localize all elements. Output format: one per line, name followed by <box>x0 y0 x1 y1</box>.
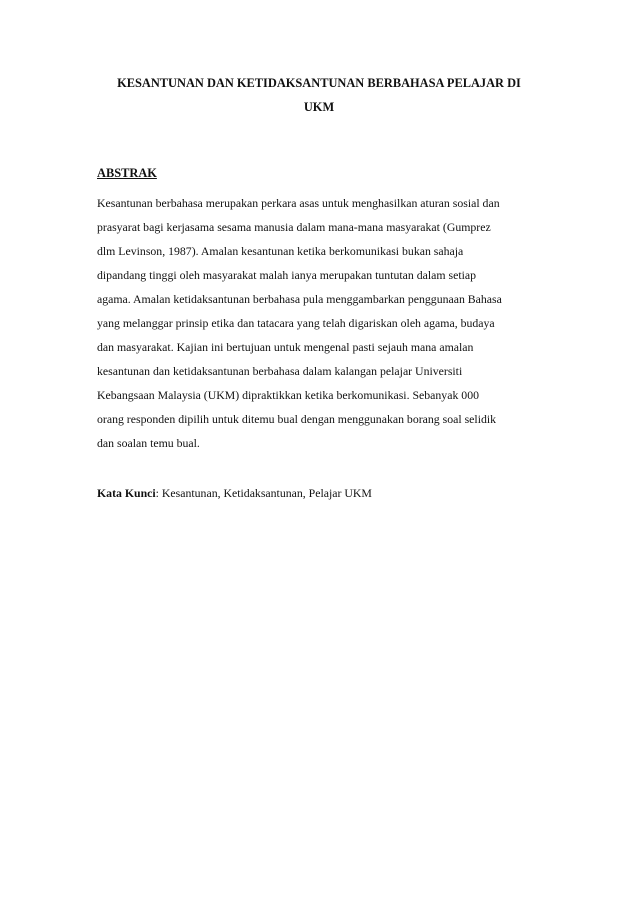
abstract-line: dlm Levinson, 1987). Amalan kesantunan ketika berkomunikasi bukan sahaja <box>97 244 464 258</box>
abstract-line: Kesantunan berbahasa merupakan perkara asas untuk menghasilkan aturan sosial dan <box>97 196 500 210</box>
abstract-line: dipandang tinggi oleh masyarakat malah ianya merupakan tuntutan dalam setiap <box>97 268 477 282</box>
keywords-line <box>97 486 372 500</box>
paper-title-line-2: UKM <box>303 100 335 114</box>
keywords-text: Kesantunan, Ketidaksantunan, Pelajar UKM <box>158 486 372 500</box>
abstract-line: orang responden dipilih untuk ditemu bual dengan menggunakan borang soal selidik <box>97 412 497 426</box>
abstract-line: yang melanggar prinsip etika dan tatacara yang telah digariskan oleh agama, budaya <box>97 316 495 330</box>
abstract-line: kesantunan dan ketidaksantunan berbahasa dalam kalangan pelajar Universiti <box>97 364 463 378</box>
keywords-separator: : <box>155 486 159 500</box>
abstract-line: dan masyarakat. Kajian ini bertujuan untuk mengenal pasti sejauh mana amalan <box>97 340 474 354</box>
abstract-line: Kebangsaan Malaysia (UKM) dipraktikkan ketika berkomunikasi. Sebanyak 000 <box>97 388 479 402</box>
keywords-label: Kata Kunci <box>97 486 156 500</box>
abstract-heading: ABSTRAK <box>97 166 157 180</box>
paper-title-line-1: KESANTUNAN DAN KETIDAKSANTUNAN BERBAHASA PELAJAR DI <box>117 76 521 90</box>
abstract-line: prasyarat bagi kerjasama sesama manusia dalam mana-mana masyarakat (Gumprez <box>97 220 491 234</box>
abstract-line: agama. Amalan ketidaksantunan berbahasa pula menggambarkan penggunaan Bahasa <box>97 292 502 306</box>
abstract-line: dan soalan temu bual. <box>97 436 200 450</box>
